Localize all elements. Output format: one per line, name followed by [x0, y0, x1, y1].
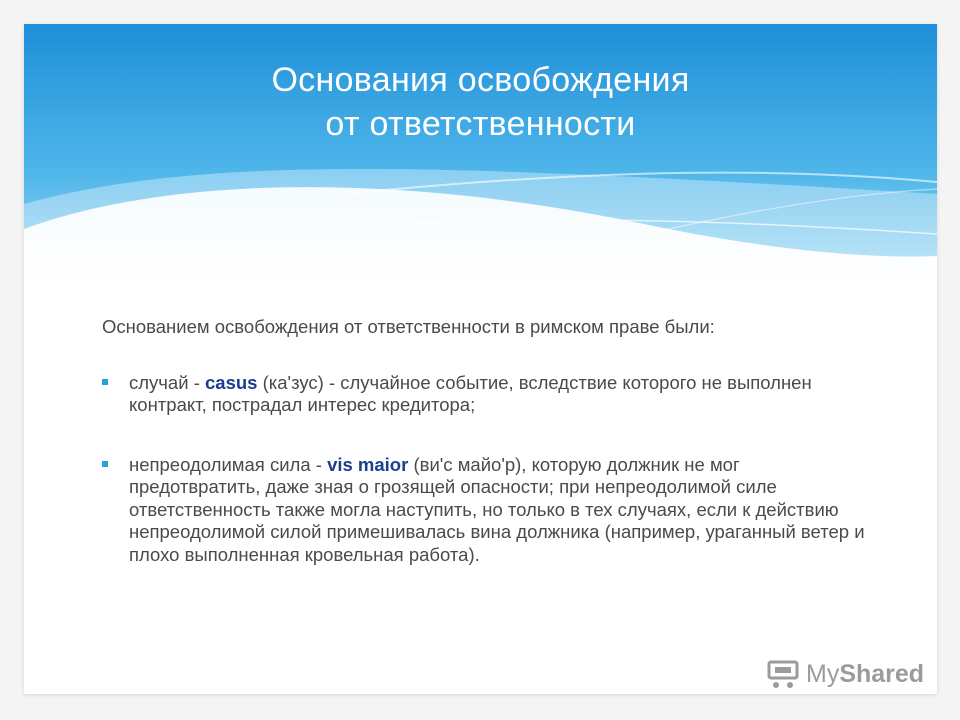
slide-title — [24, 58, 937, 146]
bullet-lead: непреодолимая сила - — [129, 453, 328, 475]
cart-icon — [766, 658, 800, 690]
bullet-square-icon — [102, 379, 108, 385]
watermark-brand — [806, 660, 924, 689]
myshared-watermark — [766, 656, 924, 692]
brand-part-regular: My — [806, 659, 840, 688]
bullet-text: (ви'с майо'р), которую должник не мог предотвратить, даже зная о грозящей опасности; при непреодолимой силе ответственность также могла наступить, но только в тех случаях, если к действию непреодолимой силой примешивалась вина должника (например, ураганный ветер и плохо выполненная кровельная работа). — [129, 453, 865, 565]
list-item-casus — [102, 372, 872, 417]
title-line-2: от ответственности — [325, 105, 636, 143]
bullet-term: vis maior — [327, 453, 409, 475]
brand-part-bold: Shared — [839, 659, 925, 688]
bullet-term: casus — [205, 371, 258, 393]
list-item-vis-maior — [102, 454, 872, 567]
title-line-1: Основания освобождения — [271, 61, 690, 99]
slide — [24, 24, 937, 694]
bullet-square-icon — [102, 461, 108, 467]
bullet-text: (ка'зус) - случайное событие, вследствие которого не выполнен контракт, пострадал интерес кредитора; — [129, 371, 812, 415]
slide-body — [102, 316, 872, 603]
bullet-lead: случай - — [129, 371, 205, 393]
intro-text: Основанием освобождения от ответственности в римском праве были: — [102, 316, 715, 337]
